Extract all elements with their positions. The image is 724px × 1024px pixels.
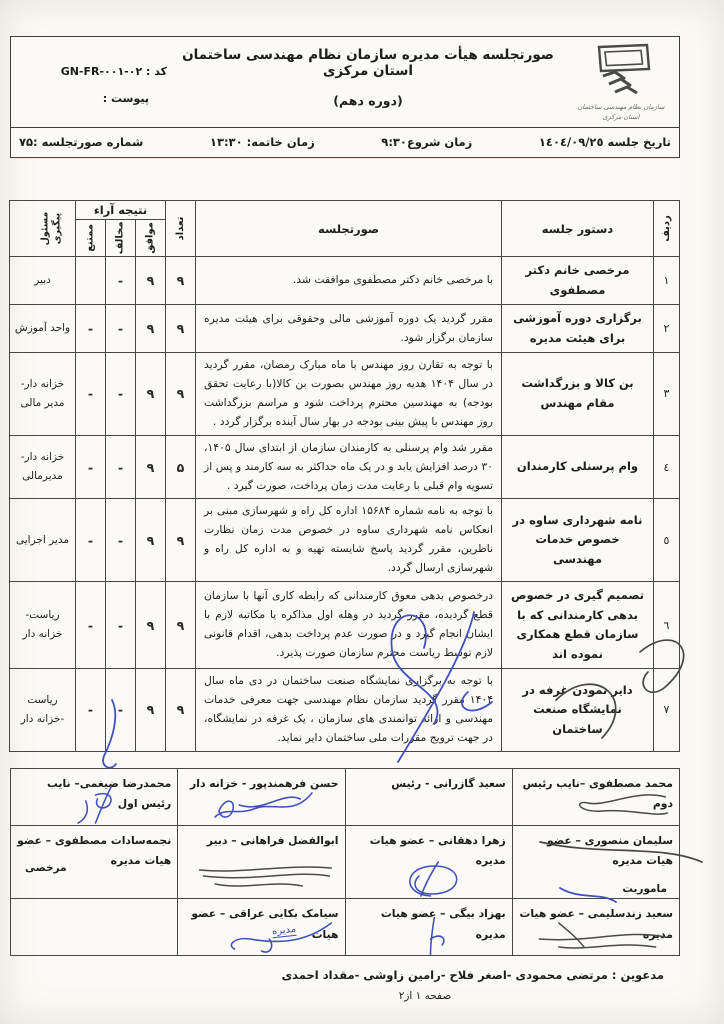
agenda-table xyxy=(9,200,680,752)
table-row xyxy=(9,581,679,668)
responsible-cell: مدیر اجرایی xyxy=(9,499,75,582)
abstain-cell: - xyxy=(75,581,105,668)
signature-scribble xyxy=(353,860,508,898)
meeting-number: شماره صورتجلسه :۷۵ xyxy=(19,135,144,149)
responsible-cell: خزانه دار- مدیر مالی xyxy=(9,353,75,436)
signature-cell xyxy=(345,899,512,956)
agree-cell: ۹ xyxy=(136,669,166,752)
signature-cell xyxy=(345,825,512,899)
page-number: صفحه ۱ از۲ xyxy=(398,990,452,1003)
agree-cell: ۹ xyxy=(136,581,166,668)
logo-caption: سازمان نظام مهندسی ساختمان استان مرکزی xyxy=(577,103,665,121)
signature-cell xyxy=(11,768,178,825)
col-header-votes-group: نتیجه آراء xyxy=(75,201,165,220)
row-number: ۷ xyxy=(654,669,680,752)
page-subtitle: (دوره دهم) xyxy=(333,93,403,108)
signature-cell-empty xyxy=(11,899,178,956)
row-number: ٦ xyxy=(654,581,680,668)
signature-cell xyxy=(512,899,679,956)
row-number: ٤ xyxy=(654,435,680,499)
disagree-cell: - xyxy=(106,353,136,436)
table-row xyxy=(9,499,679,582)
signer-name: سیامک بکایی عراقی – عضو هیات xyxy=(191,907,339,941)
responsible-cell: دبیر xyxy=(9,257,75,305)
disagree-cell: - xyxy=(106,669,136,752)
disagree-cell: - xyxy=(106,305,136,353)
page-title: صورتجلسه هیأت مدیره سازمان نظام مهندسی ساختمان استان مرکزی xyxy=(182,47,554,79)
signature-scribble xyxy=(186,917,341,955)
attachment-label: پیوست : xyxy=(102,92,149,105)
signature-scribble xyxy=(18,787,173,825)
count-cell: ۹ xyxy=(166,257,196,305)
signer-name: سعید گازرانی - رئیس xyxy=(391,776,506,790)
meeting-start-time: زمان شروع۹:۳۰ xyxy=(381,135,473,149)
agenda-cell: وام پرسنلی کارمندان xyxy=(502,435,654,499)
table-row xyxy=(9,353,679,436)
agree-cell: ۹ xyxy=(136,353,166,436)
abstain-cell: - xyxy=(75,669,105,752)
absence-note: ماموریت xyxy=(622,883,667,896)
disagree-cell: - xyxy=(106,499,136,582)
agenda-cell: تصمیم گیری در خصوص بدهی کارمندانی که با سازمان قطع همکاری نموده اند xyxy=(502,581,654,668)
handwritten-note: مدیره xyxy=(271,924,297,938)
col-header-agenda: دستور جلسه xyxy=(502,201,654,257)
agenda-cell: دایر نمودن غرفه در نمایشگاه صنعت ساختمان xyxy=(502,669,654,752)
signer-name: بهزاد بیگی – عضو هیات مدیره xyxy=(380,907,506,941)
abstain-cell xyxy=(75,257,105,305)
minutes-cell: مقرر گردید یک دوره آموزشی مالی وحقوقی برای هیئت مدیره سازمان برگزار شود. xyxy=(196,305,502,353)
responsible-cell: ریاست- خزانه دار xyxy=(9,581,75,668)
minutes-cell: با مرخصی خانم دکتر مصطفوی موافقت شد. xyxy=(196,257,502,305)
logo-icon xyxy=(585,43,657,97)
row-number: ۱ xyxy=(654,257,680,305)
responsible-cell: واحد آموزش xyxy=(9,305,75,353)
table-row xyxy=(9,257,679,305)
absence-note: مرخصی xyxy=(25,861,67,874)
signature-cell xyxy=(512,768,679,825)
signer-name: سلیمان منصوری – عضو هیات مدیره xyxy=(546,833,673,867)
signature-cell xyxy=(178,899,345,956)
agree-cell: ۹ xyxy=(136,435,166,499)
minutes-cell: مقرر شد وام پرسنلی به کارمندان سازمان از ابتدای سال ۱۴۰۵، ۳۰ درصد افزایش یابد و در یک ماه حداکثر به سه کارمند و پس از تسویه وام قبلی با رعایت مدت زمان پرداخت، صورت گیرد . xyxy=(196,435,502,499)
document-content xyxy=(10,36,680,1002)
table-row xyxy=(9,435,679,499)
count-cell: ۹ xyxy=(166,669,196,752)
signature-cell xyxy=(345,768,512,825)
col-header-minutes: صورتجلسه xyxy=(196,201,502,257)
signer-name: زهرا دهقانی – عضو هیات مدیره xyxy=(369,833,506,867)
signer-name: محمدرضا ضیغمی– نایب رئیس اول xyxy=(47,776,172,810)
col-header-row-number: ردیف xyxy=(654,201,680,257)
meeting-date: تاریخ جلسه ۱٤۰٤/۰۹/۲٥ xyxy=(538,135,671,149)
agenda-cell: برگزاری دوره آموزشی برای هیئت مدیره xyxy=(502,305,654,353)
signer-name: ابوالفضل فراهانی – دبیر xyxy=(206,833,339,847)
responsible-cell: ریاست -خزانه دار xyxy=(9,669,75,752)
signature-scribble xyxy=(186,787,341,825)
meeting-meta-row xyxy=(11,127,679,157)
col-header-abstain: ممتنع xyxy=(75,220,105,257)
signature-cell xyxy=(178,768,345,825)
agenda-cell: بن کالا و بزرگداشت مقام مهندس xyxy=(502,353,654,436)
organization-logo xyxy=(569,41,673,123)
count-cell: ۹ xyxy=(166,305,196,353)
table-row xyxy=(9,669,679,752)
agree-cell: ۹ xyxy=(136,305,166,353)
table-row xyxy=(9,305,679,353)
abstain-cell: - xyxy=(75,435,105,499)
agree-cell: ۹ xyxy=(136,499,166,582)
col-header-disagree: مخالف xyxy=(106,220,136,257)
abstain-cell: - xyxy=(75,499,105,582)
row-number: ۳ xyxy=(654,353,680,436)
count-cell: ۹ xyxy=(166,581,196,668)
signer-name: نجمه‌سادات مصطفوی – عضو هیات مدیره xyxy=(17,833,172,867)
disagree-cell: - xyxy=(106,581,136,668)
signature-scribble xyxy=(353,917,508,955)
meeting-end-time: زمان خاتمه: ۱۳:۳۰ xyxy=(209,135,315,149)
form-code: کد : GN-FR-۰۰۱-۰۲ xyxy=(60,65,167,78)
col-header-count: تعداد xyxy=(166,201,196,257)
signature-cell xyxy=(178,825,345,899)
signature-scribble xyxy=(520,787,675,825)
count-cell: ۹ xyxy=(166,353,196,436)
invitees-line: مدعوین : مرتضی محمودی -اصغر فلاح -رامین زاوشی -مقداد احمدی xyxy=(281,968,664,983)
minutes-cell: با توجه به برگزاری نمایشگاه صنعت ساختمان در دی ماه سال ۱۴۰۴ مقرر گردید سازمان نظام مهندسی جهت معرفی خدمات مهندسی و ارائه توانمندی های سازمان ، یک غرفه در نمایشگاه، در جهت ترویج مقررات ملی ساختمان دایر نماید. xyxy=(196,669,502,752)
abstain-cell: - xyxy=(75,353,105,436)
row-number: ۲ xyxy=(654,305,680,353)
disagree-cell: - xyxy=(106,257,136,305)
signer-name: حسن فرهمندپور - خزانه دار xyxy=(190,776,339,790)
signer-name: سعید زندسلیمی – عضو هیات مدیره xyxy=(519,907,673,941)
count-cell: ۵ xyxy=(166,435,196,499)
col-header-agree: موافق xyxy=(136,220,166,257)
document-header xyxy=(10,36,680,158)
abstain-cell: - xyxy=(75,305,105,353)
minutes-cell: درخصوص بدهی معوق کارمندانی که رابطه کاری آنها با سازمان قطع گردیده، مقرر گردید در وهله اول مذاکره یا مکاتبه لازم با ایشان انجام گیرد و در صورت عدم پرداخت بدهی، اقدام قانونی لازم توسط ریاست محترم سازمان صورت پذیرد. xyxy=(196,581,502,668)
agenda-cell: نامه شهرداری ساوه در خصوص خدمات مهندسی xyxy=(502,499,654,582)
signatures-table xyxy=(10,768,680,957)
agree-cell: ۹ xyxy=(136,257,166,305)
signature-cell xyxy=(11,825,178,899)
col-header-responsible: مسئول پیگیری xyxy=(9,201,75,257)
signature-scribble xyxy=(186,860,341,898)
agenda-cell: مرخصی خانم دکتر مصطفوی xyxy=(502,257,654,305)
row-number: ٥ xyxy=(654,499,680,582)
signer-name: محمد مصطفوی –نایب رئیس دوم xyxy=(522,776,673,810)
signature-cell xyxy=(512,825,679,899)
disagree-cell: - xyxy=(106,435,136,499)
count-cell: ۹ xyxy=(166,499,196,582)
signature-scribble xyxy=(520,917,675,955)
minutes-cell: با توجه به نامه شماره ۱۵۶۸۴ اداره کل راه و شهرسازی مبنی بر انعکاس نامه شهرداری ساوه در خصوص مدت زمان نظارت ناظرین، مقرر گردید پاسخ شایسته تهیه و به اداره کل راه و شهرسازی ارسال گردد. xyxy=(196,499,502,582)
minutes-cell: با توجه به تقارن روز مهندس با ماه مبارک رمضان، مقرر گردید در سال ۱۴۰۴ هدیه روز مهندس بصورت بن کالا(با رعایت تحقق بودجه) به مهندسین محترم پرداخت شود و مراسم بزرگداشت روز مهندس با پیش بینی بودجه در بهار سال آینده برگزار گردد . xyxy=(196,353,502,436)
responsible-cell: خزانه دار- مدیرمالی xyxy=(9,435,75,499)
